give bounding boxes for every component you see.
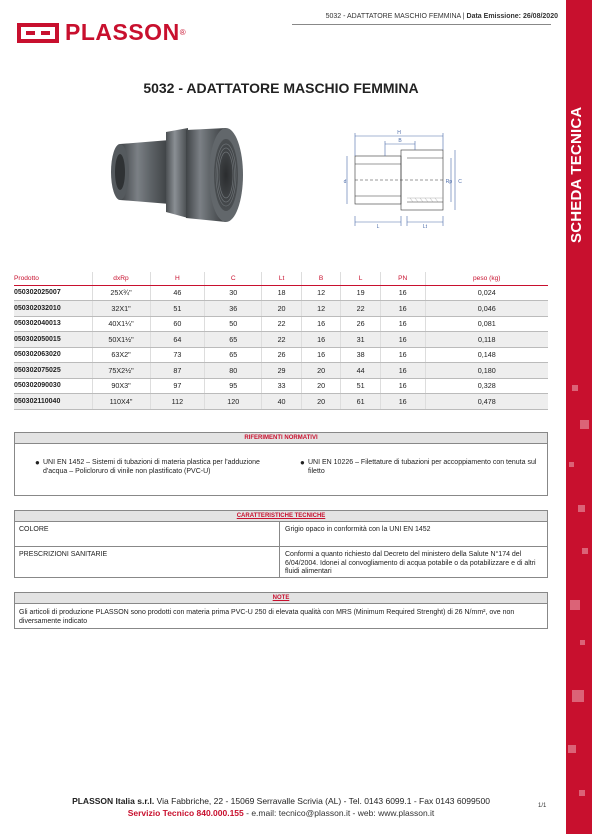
table-cell: 16 [380,363,425,379]
table-cell: 050302032010 [14,301,92,317]
table-cell: 38 [341,347,381,363]
col-h: H [150,272,205,285]
table-cell: 90X3" [92,378,150,394]
table-cell: 50 [205,316,262,332]
header-doc-info [326,13,558,20]
table-cell: 65 [205,332,262,348]
char-label-prescrizioni: PRESCRIZIONI SANITARIE [19,551,108,558]
col-b: B [301,272,341,285]
table-cell: 12 [301,301,341,317]
riferimenti-heading: RIFERIMENTI NORMATIVI [15,433,547,444]
table-row [14,394,548,410]
table-cell: 63X2" [92,347,150,363]
table-cell: 12 [301,285,341,301]
dim-d-label: d [343,179,347,185]
issue-date-label: Data Emissione: [466,13,521,20]
table-cell: 29 [262,363,302,379]
col-peso: peso (kg) [425,272,548,285]
table-cell: 65 [205,347,262,363]
table-cell: 16 [380,285,425,301]
table-cell: 32X1" [92,301,150,317]
dim-b-label: B [398,138,402,144]
footer-address: Via Fabbriche, 22 - 15069 Serravalle Scrivia (AL) - Tel. 0143 6099.1 - Fax 0143 6099500 [156,796,490,806]
footer-service: Servizio Tecnico 840.000.155 [127,808,244,818]
issue-date: 26/08/2020 [522,13,558,20]
table-cell: 73 [150,347,205,363]
registered-mark: ® [179,28,186,37]
table-cell: 050302090030 [14,378,92,394]
table-cell: 33 [262,378,302,394]
table-cell: 16 [380,378,425,394]
riferimento-right-text: UNI EN 10226 – Filettature di tubazioni per accoppiamento con tenuta sul filetto [308,459,537,475]
char-value-prescrizioni: Conformi a quanto richiesto dal Decreto del ministero della Salute N°174 del 6/04/2004. Idonei al convogliamento di acqua potabile o da potabilizzare e di altri fluidi alimentari [285,551,536,575]
table-cell: 120 [205,394,262,410]
table-cell: 36 [205,301,262,317]
dim-rp-label: Rp [445,179,453,185]
table-cell: 16 [301,316,341,332]
product-image [108,122,248,237]
table-cell: 0,180 [425,363,548,379]
table-row [14,347,548,363]
table-cell: 110X4" [92,394,150,410]
table-cell: 050302075025 [14,363,92,379]
footer-contacts: - e.mail: tecnico@plasson.it - web: www.plasson.it [246,808,435,818]
table-cell: 64 [150,332,205,348]
col-l: L [341,272,381,285]
table-cell: 18 [262,285,302,301]
footer-company: PLASSON Italia s.r.l. [72,796,155,806]
dim-h-label: H [397,130,401,136]
riferimenti-normativi-box [14,432,548,496]
riferimento-left-text: UNI EN 1452 – Sistemi di tubazioni di materia plastica per l'adduzione d'acqua – Policloruro di vinile non plastificato (PVC-U) [43,459,260,475]
col-c: C [205,272,262,285]
table-row [14,332,548,348]
table-cell: 46 [150,285,205,301]
table-cell: 20 [262,301,302,317]
table-cell: 050302063020 [14,347,92,363]
dim-l-label: L [376,224,380,230]
riferimento-right [300,458,538,476]
col-dxrp: dxRp [92,272,150,285]
table-cell: 0,081 [425,316,548,332]
table-cell: 050302110040 [14,394,92,410]
table-row [14,316,548,332]
table-cell: 050302025007 [14,285,92,301]
char-row-prescrizioni [15,546,547,578]
table-cell: 50X1½" [92,332,150,348]
header-divider [292,24,551,25]
table-cell: 050302040013 [14,316,92,332]
page-title: 5032 - ADATTATORE MASCHIO FEMMINA [143,80,419,96]
table-cell: 0,478 [425,394,548,410]
table-cell: 97 [150,378,205,394]
table-cell: 16 [380,394,425,410]
footer-address-line [0,796,562,806]
table-cell: 80 [205,363,262,379]
table-cell: 22 [262,332,302,348]
table-cell: 16 [380,332,425,348]
table-cell: 26 [262,347,302,363]
table-cell: 20 [301,363,341,379]
table-cell: 16 [380,301,425,317]
table-cell: 112 [150,394,205,410]
plasson-logo [17,19,186,46]
table-cell: 20 [301,394,341,410]
table-cell: 40X1¼" [92,316,150,332]
table-cell: 16 [380,316,425,332]
table-cell: 61 [341,394,381,410]
col-pn: PN [380,272,425,285]
technical-drawing [325,128,465,238]
brand-name: PLASSON [65,19,180,45]
table-cell: 31 [341,332,381,348]
table-cell: 25X¾" [92,285,150,301]
table-row [14,301,548,317]
table-cell: 20 [301,378,341,394]
table-cell: 22 [262,316,302,332]
table-cell: 19 [341,285,381,301]
table-cell: 44 [341,363,381,379]
caratteristiche-heading: CARATTERISTICHE TECNICHE [15,511,547,522]
spec-table-header [14,272,548,285]
spec-table [14,272,548,410]
table-cell: 51 [341,378,381,394]
table-cell: 0,118 [425,332,548,348]
side-band-label: SCHEDA TECNICA [568,106,585,244]
table-cell: 95 [205,378,262,394]
table-cell: 0,148 [425,347,548,363]
side-band [566,0,592,834]
char-label-colore: COLORE [19,526,49,533]
table-cell: 0,046 [425,301,548,317]
riferimento-left [35,458,263,476]
table-cell: 75X2½" [92,363,150,379]
note-heading: NOTE [15,593,547,604]
table-cell: 87 [150,363,205,379]
char-value-colore: Grigio opaco in conformità con la UNI EN 1452 [285,526,431,533]
table-cell: 40 [262,394,302,410]
bullet-icon: ● [35,458,40,467]
note-text: Gli articoli di produzione PLASSON sono prodotti con materia prima PVC-U 250 di elevata qualità con MRS (Minimum Required Strenght) di 26 N/mm², ove non diversamente indicato [19,609,515,625]
table-cell: 60 [150,316,205,332]
table-cell: 0,024 [425,285,548,301]
table-cell: 0,328 [425,378,548,394]
doc-reference: 5032 - ADATTATORE MASCHIO FEMMINA | [325,13,465,20]
table-row [14,363,548,379]
table-cell: 26 [341,316,381,332]
footer-contact-line [0,808,562,818]
bullet-icon: ● [300,458,305,467]
table-cell: 16 [301,332,341,348]
dim-c-label: C [458,179,462,185]
table-row [14,285,548,301]
col-lt: Lt [262,272,302,285]
table-cell: 22 [341,301,381,317]
col-prodotto: Prodotto [14,272,92,285]
caratteristiche-tecniche-box [14,510,548,578]
char-row-colore [15,522,547,546]
table-cell: 16 [301,347,341,363]
note-box [14,592,548,629]
table-cell: 16 [380,347,425,363]
dim-lt-label: Lt [422,224,428,230]
table-cell: 51 [150,301,205,317]
plasson-logo-icon [17,23,59,43]
table-row [14,378,548,394]
table-cell: 050302050015 [14,332,92,348]
page-number: 1/1 [538,803,547,809]
table-cell: 30 [205,285,262,301]
